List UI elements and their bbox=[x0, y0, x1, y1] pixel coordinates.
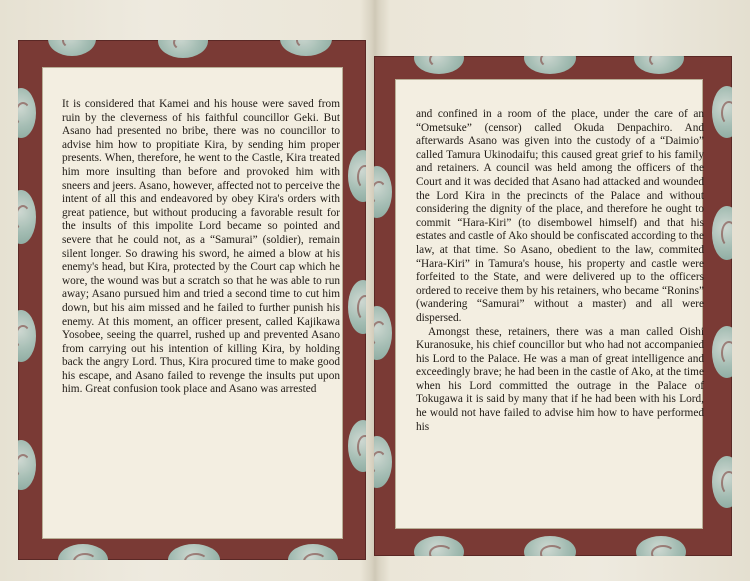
right-page-paragraph-1: and confined in a room of the place, under the care of an “Ometsuke” (censor) called Okuda Denpachiro. And afterwards Asano was given into the custody of a “Daimio” called Tamura Ukinodaifu; this caused great grief to his family and retainers. A council was held among the officers of the Court and it was decided that Asano had attacked and wounded the Lord Kira in the precincts of the Palace and without considering the dignity of the place, and therefore he ought to commit “Hara-Kiri” (to disembowel himself) and that his estates and castle of Ako should be confiscated according to the law, at that time. So Asano, obedient to the law, commited “Hara-Kiri” in Tamura's house, his property and castle were forfeited to the State, and were delivered up to the officers ordered to receive them by his retainers, who became “Ronins” (wandering “Samurai” without a master) and all were dispersed. bbox=[416, 108, 704, 324]
crest-motif-icon bbox=[168, 544, 220, 560]
crest-motif-icon bbox=[636, 536, 686, 556]
crest-motif-icon bbox=[712, 206, 732, 260]
right-page-text bbox=[416, 108, 704, 434]
crest-motif-icon bbox=[712, 326, 732, 378]
left-page-paragraph: It is considered that Kamei and his house were saved from ruin by the cleverness of his faithful councillor Geki. But Asano had presented no bribe, there was no councillor to advise him how to propitiate Kira, by sending him proper presents. When, therefore, he went to the Castle, Kira treated him more insulting than before and provoked him with sneers and jeers. Asano, however, affected not to perceive the intent of all this and endeavored by obey Kira's orders with great patience, but without producing a favorable result for the insults of this impolite Lord became so pointed and severe that he could not, as a “Samurai” (soldier), remain silent longer. So drawing his sword, he aimed a blow at his enemy's head, but Kira, protected by the Court cap which he wore, the wound was but a scratch so that he was able to run away; Asano pursued him and tried a second time to cut him down, but his aim missed and he failed to further punish his enemy. At this moment, an officer present, called Kajikawa Yosobee, seeing the quarrel, rushed up and prevented Asano from carrying out his intention of killing Kira, by holding back the angry Lord. Thus, Kira procured time to make good his escape, and Asano failed to revenge the insults put upon him. Great confusion took place and Asano was arrested bbox=[62, 98, 340, 396]
crest-motif-icon bbox=[634, 56, 684, 74]
crest-motif-icon bbox=[374, 436, 392, 488]
crest-motif-icon bbox=[348, 150, 366, 202]
crest-motif-icon bbox=[712, 456, 732, 508]
crest-motif-icon bbox=[288, 544, 338, 560]
crest-motif-icon bbox=[374, 166, 392, 218]
crest-motif-icon bbox=[18, 88, 36, 138]
left-page-text bbox=[62, 98, 340, 397]
crest-motif-icon bbox=[524, 536, 576, 556]
right-page bbox=[374, 0, 750, 581]
crest-motif-icon bbox=[712, 86, 732, 138]
left-page bbox=[0, 0, 372, 581]
crest-motif-icon bbox=[158, 40, 208, 58]
crest-motif-icon bbox=[414, 56, 464, 74]
crest-motif-icon bbox=[414, 536, 464, 556]
crest-motif-icon bbox=[48, 40, 96, 56]
crest-motif-icon bbox=[18, 310, 36, 362]
right-page-paragraph-2: Amongst these, retainers, there was a man called Oishi Kuranosuke, his chief councillor but who had not accompanied his Lord to the Palace. He was a man of great intelligence and exceedingly brave; he had been in the castle of Ako, at the time when his Lord committed the outrage in the Palace of Tokugawa it is said by many that if he had been with his Lord, he would not have failed to advise him how to have performed his bbox=[416, 325, 704, 433]
crest-motif-icon bbox=[18, 440, 36, 490]
crest-motif-icon bbox=[524, 56, 576, 74]
crest-motif-icon bbox=[348, 420, 366, 472]
crest-motif-icon bbox=[18, 190, 36, 244]
crest-motif-icon bbox=[348, 280, 366, 334]
crest-motif-icon bbox=[58, 544, 108, 560]
crest-motif-icon bbox=[374, 306, 392, 360]
crest-motif-icon bbox=[280, 40, 332, 56]
